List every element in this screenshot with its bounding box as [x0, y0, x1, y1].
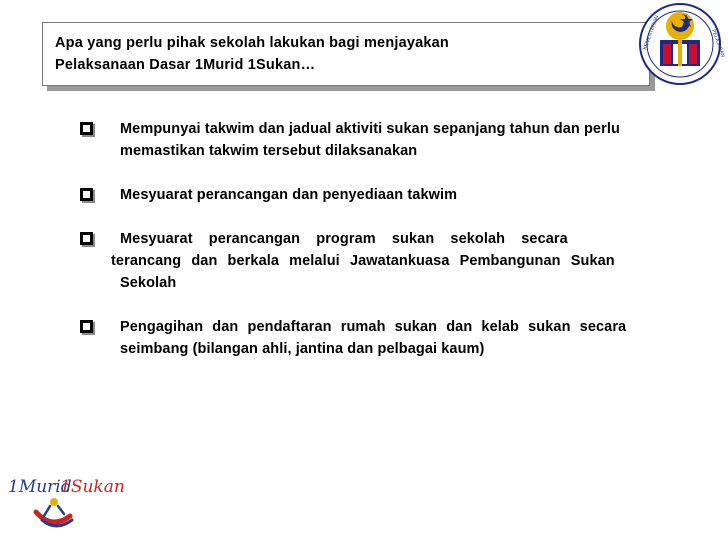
svg-text:KEMENTERIAN: KEMENTERIAN	[642, 14, 661, 51]
kpm-emblem-icon	[636, 0, 724, 88]
bullet-1-line-2: memastikan takwim tersebut dilaksanakan	[120, 143, 418, 159]
svg-text:1Sukan: 1Sukan	[60, 477, 125, 497]
1murid-1sukan-logo	[6, 462, 125, 542]
title-line-2: Pelaksanaan Dasar 1Murid 1Sukan…	[55, 57, 316, 73]
checkbox-bullet-icon	[80, 122, 93, 135]
bullet-2-line-1: Mesyuarat perancangan dan penyediaan takwim	[120, 187, 458, 203]
bullet-item-1	[80, 118, 692, 162]
bullet-3-line-2: terancang dan berkala melalui Jawatankuasa Pembangunan Sukan	[111, 253, 615, 269]
slide-title	[55, 32, 449, 76]
svg-text:1Murid: 1Murid	[8, 477, 72, 497]
svg-text:PELAJARAN: PELAJARAN	[710, 28, 726, 59]
title-box	[42, 22, 650, 86]
title-line-1: Apa yang perlu pihak sekolah lakukan bagi menjayakan	[55, 35, 449, 51]
bullet-4-line-2: seimbang (bilangan ahli, jantina dan pelbagai kaum)	[120, 341, 485, 357]
bullet-1-line-1: Mempunyai takwim dan jadual aktiviti sukan sepanjang tahun dan perlu	[120, 121, 620, 137]
bullet-item-4	[80, 316, 692, 360]
bullet-list	[80, 118, 692, 382]
bullet-3-line-1: Mesyuarat perancangan program sukan sekolah secara	[120, 231, 568, 247]
bullet-item-3	[80, 228, 692, 294]
bullet-4-line-1: Pengagihan dan pendaftaran rumah sukan dan kelab sukan secara	[120, 319, 627, 335]
checkbox-bullet-icon	[80, 320, 93, 333]
checkbox-bullet-icon	[80, 188, 93, 201]
bullet-item-2	[80, 184, 692, 206]
bullet-3-line-3: Sekolah	[120, 275, 177, 291]
checkbox-bullet-icon	[80, 232, 93, 245]
